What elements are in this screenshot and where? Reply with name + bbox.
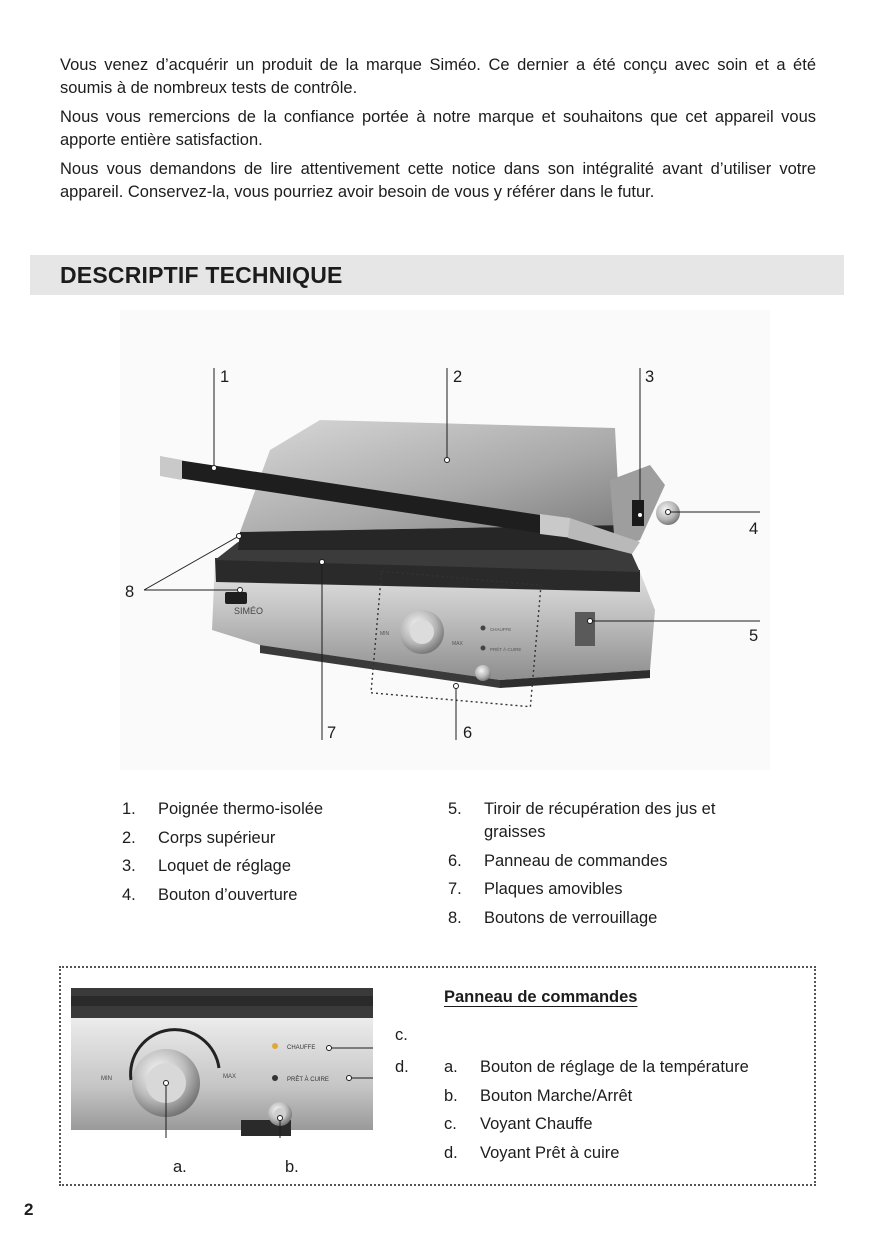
item-label: Bouton Marche/Arrêt bbox=[480, 1086, 633, 1105]
item-number: 6. bbox=[448, 851, 462, 870]
list-item bbox=[444, 1085, 749, 1108]
item-label: Boutons de verrouillage bbox=[484, 908, 658, 927]
intro-text bbox=[60, 54, 816, 210]
ready-indicator-icon bbox=[481, 646, 486, 651]
list-item bbox=[122, 827, 422, 850]
power-button-icon bbox=[475, 665, 491, 681]
intro-paragraph-1: Vous venez d’acquérir un produit de la marque Siméo. Ce dernier a été conçu avec soin et a été soumis à de nombreux tests de contrôle. bbox=[60, 56, 816, 97]
control-panel-box bbox=[59, 966, 816, 1186]
intro-paragraph-2: Nous vous remercions de la confiance portée à notre marque et souhaitons que cet appareil vous apporte entière satisfaction. bbox=[60, 108, 816, 149]
item-label: Poignée thermo-isolée bbox=[158, 800, 324, 818]
photo-label-a: a. bbox=[173, 1158, 187, 1176]
heat-indicator-icon bbox=[481, 626, 486, 631]
grill-illustration bbox=[120, 310, 770, 770]
brand-logo: SIMÉO bbox=[234, 606, 264, 616]
indicator-heat-label: CHAUFFE bbox=[490, 627, 512, 632]
list-item bbox=[122, 855, 422, 878]
list-item bbox=[122, 798, 422, 821]
product-figure bbox=[120, 310, 770, 770]
photo-label-b: b. bbox=[285, 1158, 299, 1176]
heat-indicator-icon bbox=[272, 1043, 278, 1049]
indicator-ready-label: PRÊT À CUIRE bbox=[490, 647, 522, 652]
item-label: Bouton d’ouverture bbox=[158, 885, 298, 904]
indicator-heat-label: CHAUFFE bbox=[287, 1045, 316, 1051]
control-panel-photo bbox=[71, 988, 373, 1138]
photo-label-d: d. bbox=[395, 1058, 409, 1076]
callout-1: 1 bbox=[220, 368, 230, 386]
item-number: 2. bbox=[122, 828, 136, 847]
dial-min-label: MIN bbox=[380, 631, 390, 637]
item-label: Corps supérieur bbox=[158, 828, 276, 847]
item-number: 8. bbox=[448, 908, 462, 927]
dial-min-label: MIN bbox=[101, 1076, 112, 1082]
panel-title: Panneau de commandes bbox=[444, 988, 638, 1006]
item-number: 5. bbox=[448, 800, 462, 818]
indicator-ready-label: PRÊT À CUIRE bbox=[287, 1077, 329, 1083]
item-number: 1. bbox=[122, 800, 136, 818]
item-letter: c. bbox=[444, 1115, 457, 1133]
list-item bbox=[448, 850, 768, 873]
parts-list-left bbox=[122, 798, 422, 912]
item-label: Plaques amovibles bbox=[484, 880, 623, 898]
section-title: DESCRIPTIF TECHNIQUE bbox=[60, 262, 343, 288]
list-item bbox=[448, 798, 768, 844]
photo-label-c: c. bbox=[395, 1026, 408, 1044]
callout-8: 8 bbox=[125, 583, 135, 601]
callout-5: 5 bbox=[749, 627, 759, 645]
list-item bbox=[444, 1056, 749, 1079]
list-item bbox=[444, 1142, 749, 1165]
item-letter: d. bbox=[444, 1143, 458, 1162]
item-label: Bouton de réglage de la température bbox=[480, 1058, 749, 1076]
callout-2: 2 bbox=[453, 368, 463, 386]
item-letter: a. bbox=[444, 1058, 458, 1076]
dial-max-label: MAX bbox=[452, 641, 463, 647]
item-letter: b. bbox=[444, 1086, 458, 1105]
list-item bbox=[444, 1113, 749, 1136]
list-item bbox=[448, 878, 768, 901]
section-header bbox=[30, 255, 844, 295]
intro-paragraph-3: Nous vous demandons de lire attentivement cette notice dans son intégralité avant d’utiliser votre appareil. Conservez-la, vous pourriez avoir besoin de vous y référer dans le futur. bbox=[60, 160, 816, 201]
dial-max-label: MAX bbox=[223, 1074, 237, 1080]
callout-3: 3 bbox=[645, 368, 655, 386]
parts-list-right bbox=[448, 798, 768, 935]
item-label: Tiroir de récupération des jus et graisses bbox=[484, 800, 716, 841]
item-label: Loquet de réglage bbox=[158, 857, 292, 875]
list-item bbox=[448, 907, 768, 930]
ready-indicator-icon bbox=[272, 1075, 278, 1081]
callout-7: 7 bbox=[327, 724, 337, 742]
item-label: Panneau de commandes bbox=[484, 851, 668, 870]
page-number: 2 bbox=[24, 1200, 34, 1219]
list-item bbox=[122, 884, 422, 907]
item-label: Voyant Chauffe bbox=[480, 1115, 593, 1133]
callout-4: 4 bbox=[749, 520, 759, 538]
item-number: 3. bbox=[122, 857, 136, 875]
item-number: 7. bbox=[448, 880, 462, 898]
panel-legend bbox=[444, 1056, 749, 1170]
item-label: Voyant Prêt à cuire bbox=[480, 1143, 620, 1162]
callout-6: 6 bbox=[463, 724, 473, 742]
item-number: 4. bbox=[122, 885, 136, 904]
